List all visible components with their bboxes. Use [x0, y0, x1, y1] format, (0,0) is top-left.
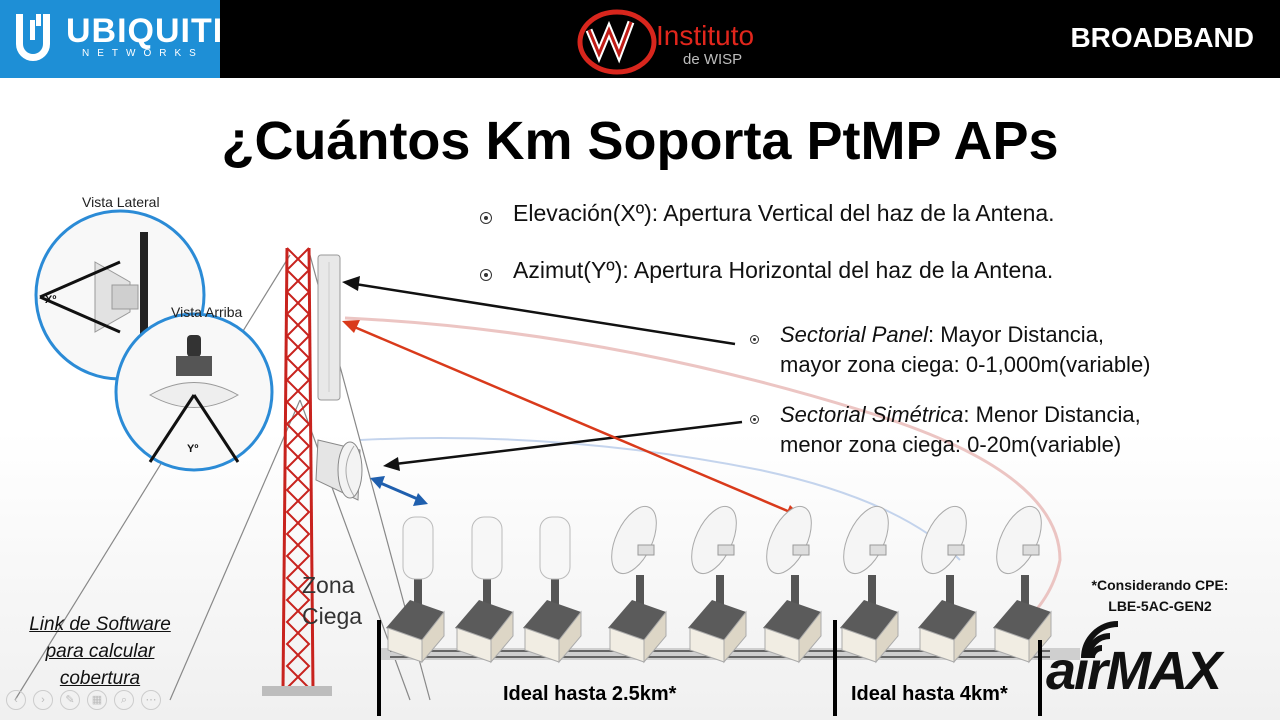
y-angle-label: Yº [187, 443, 199, 455]
top-view-label: Vista Arriba [171, 304, 243, 320]
blind-zone-line1: Zona [302, 572, 355, 598]
panel-desc-line2: mayor zona ciega: 0-1,000m(variable) [780, 352, 1151, 377]
bullet-icon [480, 212, 492, 224]
brand-name: UBIQUITI [66, 12, 224, 50]
x-angle-label: Xº [45, 294, 57, 306]
arrow-to-panel [342, 276, 735, 344]
center-logo-title: Instituto [656, 20, 755, 51]
center-logo-sub: de WISP [683, 51, 743, 68]
link-line1[interactable]: Link de Software [29, 614, 171, 635]
slideshow-toolbar [6, 690, 168, 710]
cpe-houses [386, 500, 1051, 662]
symmetric-term: Sectorial Simétrica [780, 402, 964, 427]
house-with-cpe [523, 517, 581, 662]
house-with-cpe [455, 517, 513, 662]
bullet-elevation: Elevación(Xº): Apertura Vertical del haz de la Antena. [513, 200, 1055, 226]
house-with-cpe [757, 500, 821, 662]
blind-zone-line2: Ciega [302, 603, 363, 629]
cpe-note [1060, 575, 1260, 617]
slide-title: ¿Cuántos Km Soporta PtMP APs [221, 111, 1059, 171]
arrow-to-horn [383, 422, 742, 471]
link-line2[interactable]: para calcular [45, 641, 155, 662]
cpe-note-line1: *Considerando CPE: [1091, 577, 1229, 593]
house-with-cpe [912, 500, 976, 662]
range-label-short: Ideal hasta 2.5km* [503, 683, 677, 705]
symmetric-desc: : Menor Distancia, [963, 402, 1141, 427]
slides-icon[interactable]: ▦ [87, 690, 107, 710]
more-icon[interactable]: ⋯ [141, 690, 161, 710]
sub-bullet-panel [780, 320, 1151, 380]
bullet-icon [480, 269, 492, 281]
panel-desc: : Mayor Distancia, [927, 322, 1105, 347]
side-view-label: Vista Lateral [82, 194, 160, 210]
zoom-icon[interactable]: ⌕ [114, 690, 134, 710]
symmetric-desc-line2: menor zona ciega: 0-20m(variable) [780, 432, 1122, 457]
blue-range-arrow [370, 476, 428, 506]
house-with-cpe [386, 517, 444, 662]
sub-bullet-symmetric [780, 400, 1141, 460]
pen-icon[interactable]: ✎ [60, 690, 80, 710]
horn-antenna-icon [316, 440, 362, 500]
house-with-cpe [602, 500, 666, 662]
sub-bullet-icon [750, 415, 759, 424]
prev-icon[interactable]: ‹ [6, 690, 26, 710]
cpe-note-line2: LBE-5AC-GEN2 [1108, 598, 1212, 614]
house-with-cpe [834, 500, 898, 662]
next-icon[interactable]: › [33, 690, 53, 710]
sub-bullet-icon [750, 335, 759, 344]
range-label-long: Ideal hasta 4km* [851, 683, 1008, 705]
coverage-software-link[interactable] [10, 611, 190, 692]
panel-antenna-icon [318, 255, 340, 400]
house-with-cpe [987, 500, 1051, 662]
airmax-logo: airMAX [1046, 641, 1221, 701]
link-line3[interactable]: cobertura [59, 668, 141, 689]
red-range-arrow [342, 320, 802, 519]
house-with-cpe [682, 500, 746, 662]
bullet-azimuth: Azimut(Yº): Apertura Horizontal del haz de la Antena. [513, 257, 1054, 283]
blind-zone-label [302, 570, 362, 632]
section-label: BROADBAND [1070, 22, 1254, 53]
panel-term: Sectorial Panel [780, 322, 928, 347]
brand-sub: NETWORKS [82, 48, 204, 59]
